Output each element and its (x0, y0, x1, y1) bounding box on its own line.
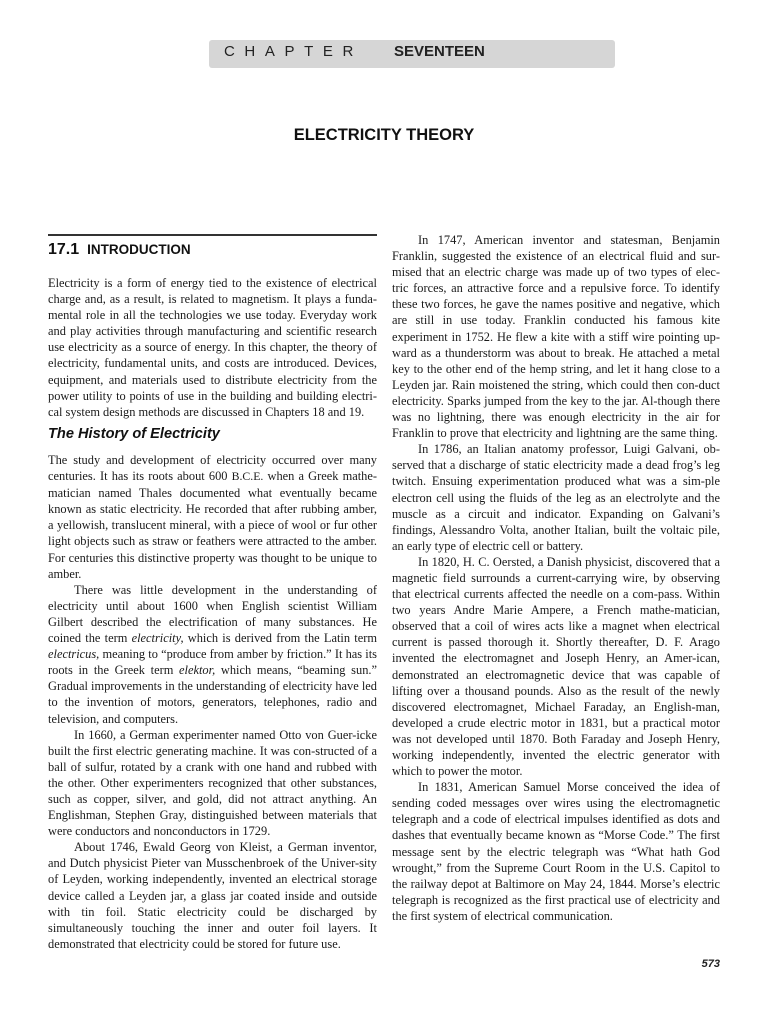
era-abbreviation: B.C.E. (231, 470, 264, 484)
left-column (48, 452, 377, 952)
section-rule (48, 234, 377, 236)
term-electricity: electricity, (131, 631, 184, 646)
page-number: 573 (701, 958, 720, 970)
right-column (392, 232, 720, 924)
chapter-label: CHAPTER (224, 43, 363, 60)
paragraph-8: In 1831, American Samuel Morse conceived the idea of sending coded messages over wires using the electromagnetic telegraph and a code of electrical impulses identified as dots and dashes that eventually became known as “Morse Code.” The first message sent by the electric telegraph was “What hath God wrought,” from the Supreme Court Room in the U.S. Capitol to the railway depot at Baltimore on May 24, 1844. Morse’s electric telegraph is recognized as the first practical use of electricity and the first system of electrical communication. (392, 780, 720, 923)
subsection-heading: The History of Electricity (48, 426, 220, 442)
section-number: 17.1 (48, 241, 80, 258)
paragraph-2: There was little development in the understanding of electricity until about 1600 when English scientist William Gilbert described the electrification of many substances. He coined the term electricity, which is derived from the Latin term electricus, meaning to “produce from amber by friction.” It has its roots in the Greek term elektor, which means, “beaming sun.” Gradual improvements in the understanding of electricity have led to the invention of motors, generators, telephones, radio and television, and computers. (48, 582, 377, 726)
paragraph-6: In 1786, an Italian anatomy professor, Luigi Galvani, ob-served that a discharge of static electricity made a dead frog’s leg twitch. Ensuing experimentation produced what was a sim-ple electron cell using the fluids of the leg as an electrolyte and the muscle as a circuit and indicator. Expanding on Galvani’s findings, Alessandro Volta, another Italian, built the voltaic pile, an early type of electric cell or battery. (392, 442, 720, 553)
intro-column (48, 275, 377, 420)
term-electricus: electricus, (48, 647, 100, 662)
page-title: ELECTRICITY THEORY (293, 126, 475, 144)
section-title: INTRODUCTION (87, 242, 191, 257)
paragraph-3: In 1660, a German experimenter named Otto von Guer-icke built the first electric generating machine. It was con-structed of a ball of sulfur, rotated by a crank with one hand and rubbed with the other. Other experimenters recognized that other substances, such as copper, silver, and gold, did not attract anything. An Englishman, Stephen Gray, distinguished between materials that were conductors and nonconductors in 1729. (48, 727, 377, 839)
section-heading (48, 241, 377, 259)
chapter-number: SEVENTEEN (394, 43, 485, 60)
paragraph-5: In 1747, American inventor and statesman, Benjamin Franklin, suggested the existence of an electrical fluid and sur-mised that an electric charge was made up of two types of elec-tric forces, an attractive force and a repulsive force. To identify these two forces, he gave the names positive and negative, which are still in use today. Franklin conducted his famous kite experiment in 1752. He flew a kite with a stiff wire pointing up-ward as a thunderstorm was about to break. He attached a metal key to the other end of the hemp string, and let it hang close to a Leyden jar. Rain moistened the string, which could then con-duct electricity. Sparks jumped from the key to the jar. Al-though there was no lightning, there was enough electricity in the air for Franklin to prove that electricity and lightning are the same thing. (392, 233, 720, 441)
paragraph-4: About 1746, Ewald Georg von Kleist, a German inventor, and Dutch physicist Pieter van Musschenbroek of the Univer-sity of Leyden, working independently, invented an electrical storage device called a Leyden jar, a glass jar coated inside and outside with tin foil. Static electricity could be discharged by simultaneously touching the inner and outer foil layers. It demonstrated that electricity could be stored for future use. (48, 840, 377, 951)
term-elektor: elektor, (179, 663, 216, 678)
paragraph-7: In 1820, H. C. Oersted, a Danish physicist, discovered that a magnetic field surrounds a current-carrying wire, by observing that electrical currents affected the needle on a com-pass. Within two years Andre Marie Ampere, a French mathe-matician, observed that a coil of wires acts like a magnet when electrical current is passed thorough it. Shortly thereafter, D. F. Arago invented the electromagnet and Joseph Henry, an Amer-ican, demonstrated an electromagnetic device that was capable of lifting over a thousand pounds. Also as the result of the newly discovered electromagnet, Michael Faraday, an English-man, developed a crude electric motor in 1831, but a practical motor was not developed until 1870. Both Faraday and Joseph Henry, working independently, invented the electric generator with which to power the motor. (392, 554, 720, 779)
paragraph-1: The study and development of electricity occurred over many centuries. It has its roots about 600 B.C.E. when a Greek mathe-matician named Thales documented what eventually became known as static electricity. He recorded that after rubbing amber, a yellowish, translucent mineral, with a piece of wool or fur other light objects such as straw or feathers were attracted to the amber. For centuries this distinctive property was thought to be unique to amber. (48, 453, 377, 581)
intro-paragraph: Electricity is a form of energy tied to the existence of electrical charge and, as a result, is related to magnetism. It plays a funda-mental role in all the technologies we use today. Everyday work and play activities through manufacturing and scientific research use electricity as a source of energy. In this chapter, the theory of electricity, fundamental units, and costs are introduced. Devices, equipment, and materials used to distribute electricity from the power utility to points of use in the building and building electri-cal system design methods are discussed in Chapters 18 and 19. (48, 276, 377, 419)
